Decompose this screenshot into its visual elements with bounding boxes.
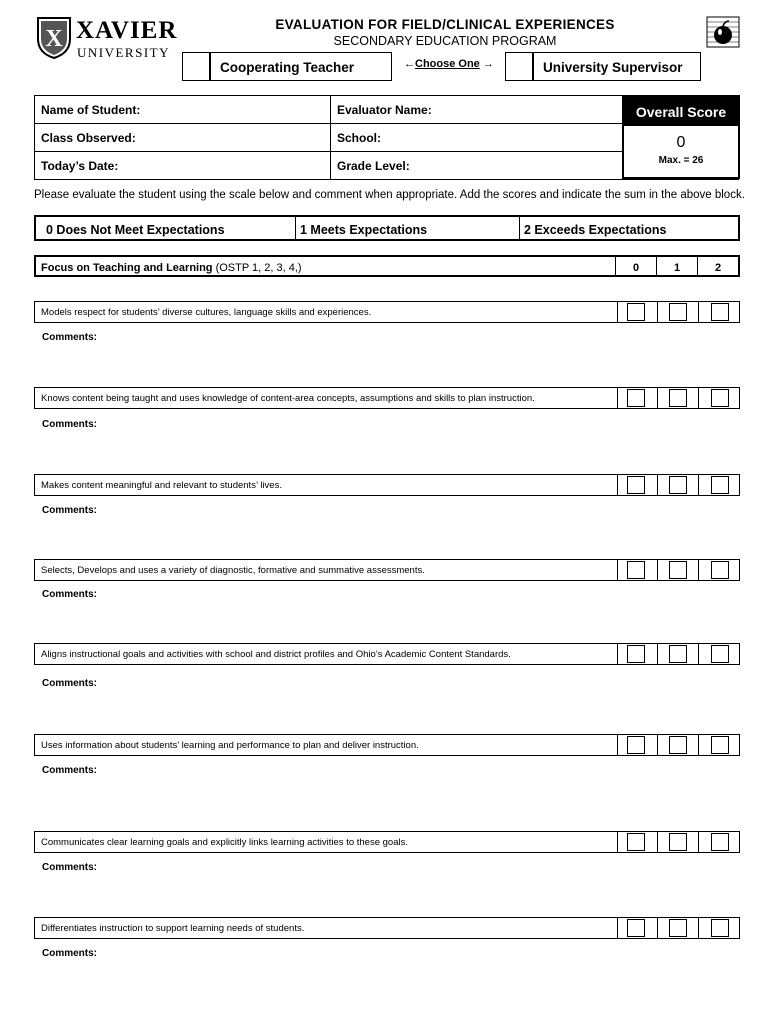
criterion-row — [34, 734, 740, 756]
score-0-checkbox[interactable] — [627, 833, 645, 851]
score-1-checkbox[interactable] — [669, 561, 687, 579]
criterion-text: Communicates clear learning goals and explicitly links learning activities to these goals. — [41, 837, 408, 848]
scale-legend — [34, 215, 740, 241]
scale-1: 1 Meets Expectations — [296, 217, 520, 239]
criterion-text: Aligns instructional goals and activities with school and district profiles and Ohio’s Academic Content Standards. — [41, 649, 511, 660]
score-0-checkbox[interactable] — [627, 919, 645, 937]
cooperating-teacher-label: Cooperating Teacher — [209, 52, 392, 81]
divider — [698, 832, 699, 852]
comments-label[interactable]: Comments: — [42, 505, 98, 516]
criterion-text: Makes content meaningful and relevant to students’ lives. — [41, 480, 282, 491]
name-of-student-field[interactable]: Name of Student: — [35, 96, 331, 124]
comments-label[interactable]: Comments: — [42, 332, 98, 343]
divider — [617, 388, 618, 408]
university-supervisor-checkbox[interactable] — [505, 52, 534, 81]
divider — [617, 302, 618, 322]
divider — [657, 388, 658, 408]
divider — [657, 832, 658, 852]
column-0-header: 0 — [615, 257, 656, 275]
divider — [698, 388, 699, 408]
grade-level-field[interactable]: Grade Level: — [331, 152, 739, 180]
criterion-text: Knows content being taught and uses knowledge of content-area concepts, assumptions and skills to plan instruction. — [41, 393, 535, 404]
score-2-checkbox[interactable] — [711, 476, 729, 494]
divider — [657, 560, 658, 580]
score-0-checkbox[interactable] — [627, 476, 645, 494]
criterion-row — [34, 831, 740, 853]
section-header — [34, 255, 740, 277]
xavier-logo — [36, 15, 186, 63]
comments-label[interactable]: Comments: — [42, 948, 98, 959]
criterion-text: Selects, Develops and uses a variety of diagnostic, formative and summative assessments. — [41, 565, 425, 576]
university-supervisor-label: University Supervisor — [532, 52, 701, 81]
criterion-row — [34, 387, 740, 409]
criterion-row — [34, 474, 740, 496]
score-1-checkbox[interactable] — [669, 919, 687, 937]
instructions: Please evaluate the student using the scale below and comment when appropriate. Add the scores and indicate the sum in the above block. — [34, 189, 745, 201]
score-1-checkbox[interactable] — [669, 645, 687, 663]
shield-icon — [36, 15, 72, 59]
column-1-header: 1 — [656, 257, 697, 275]
score-1-checkbox[interactable] — [669, 736, 687, 754]
scale-2: 2 Exceeds Expectations — [524, 223, 667, 237]
criterion-text: Models respect for students’ diverse cultures, language skills and experiences. — [41, 307, 372, 318]
score-0-checkbox[interactable] — [627, 736, 645, 754]
divider — [698, 735, 699, 755]
divider — [698, 560, 699, 580]
criterion-row — [34, 917, 740, 939]
divider — [657, 302, 658, 322]
scale-0: 0 Does Not Meet Expectations — [36, 217, 296, 239]
score-0-checkbox[interactable] — [627, 389, 645, 407]
divider — [698, 918, 699, 938]
score-2-checkbox[interactable] — [711, 833, 729, 851]
choose-one-hint — [404, 58, 494, 70]
school-field[interactable]: School: — [331, 124, 739, 152]
column-2-header: 2 — [697, 257, 738, 275]
comments-label[interactable]: Comments: — [42, 765, 98, 776]
score-0-checkbox[interactable] — [627, 303, 645, 321]
overall-score-box — [622, 95, 740, 179]
page-title: EVALUATION FOR FIELD/CLINICAL EXPERIENCES — [275, 17, 615, 32]
divider — [617, 832, 618, 852]
divider — [657, 644, 658, 664]
comments-label[interactable]: Comments: — [42, 862, 98, 873]
overall-score-max: Max. = 26 — [658, 155, 704, 166]
comments-label[interactable]: Comments: — [42, 589, 98, 600]
score-2-checkbox[interactable] — [711, 389, 729, 407]
score-2-checkbox[interactable] — [711, 919, 729, 937]
arrow-left-icon: ← — [404, 58, 415, 70]
divider — [657, 475, 658, 495]
section-title: Focus on Teaching and Learning — [41, 262, 213, 274]
criterion-row — [34, 643, 740, 665]
score-1-checkbox[interactable] — [669, 833, 687, 851]
section-ref: (OSTP 1, 2, 3, 4,) — [212, 262, 302, 274]
score-1-checkbox[interactable] — [669, 476, 687, 494]
apple-icon — [706, 16, 740, 48]
arrow-right-icon: → — [482, 58, 494, 70]
cooperating-teacher-checkbox[interactable] — [182, 52, 211, 81]
score-1-checkbox[interactable] — [669, 389, 687, 407]
score-2-checkbox[interactable] — [711, 303, 729, 321]
criterion-row — [34, 301, 740, 323]
divider — [698, 302, 699, 322]
score-0-checkbox[interactable] — [627, 645, 645, 663]
page-subtitle: SECONDARY EDUCATION PROGRAM — [333, 34, 557, 48]
overall-score-value[interactable]: 0 — [676, 134, 686, 151]
score-2-checkbox[interactable] — [711, 645, 729, 663]
evaluator-name-field[interactable]: Evaluator Name: — [331, 96, 739, 124]
divider — [617, 475, 618, 495]
divider — [617, 644, 618, 664]
divider — [698, 644, 699, 664]
logo-letter: X — [45, 26, 63, 52]
divider — [617, 735, 618, 755]
score-2-checkbox[interactable] — [711, 561, 729, 579]
class-observed-field[interactable]: Class Observed: — [35, 124, 331, 152]
criterion-text: Differentiates instruction to support learning needs of students. — [41, 923, 305, 934]
divider — [698, 475, 699, 495]
overall-score-label: Overall Score — [624, 97, 738, 126]
logo-word: XAVIER — [76, 17, 178, 44]
divider — [657, 918, 658, 938]
criterion-text: Uses information about students’ learning and performance to plan and deliver instruction. — [41, 740, 419, 751]
divider — [617, 918, 618, 938]
comments-label[interactable]: Comments: — [42, 419, 98, 430]
score-0-checkbox[interactable] — [627, 561, 645, 579]
todays-date-field[interactable]: Today’s Date: — [35, 152, 331, 180]
logo-subword: UNIVERSITY — [77, 45, 170, 60]
score-1-checkbox[interactable] — [669, 303, 687, 321]
divider — [657, 735, 658, 755]
criterion-row — [34, 559, 740, 581]
choose-one-label: Choose One — [415, 58, 480, 70]
score-2-checkbox[interactable] — [711, 736, 729, 754]
comments-label[interactable]: Comments: — [42, 678, 98, 689]
divider — [617, 560, 618, 580]
